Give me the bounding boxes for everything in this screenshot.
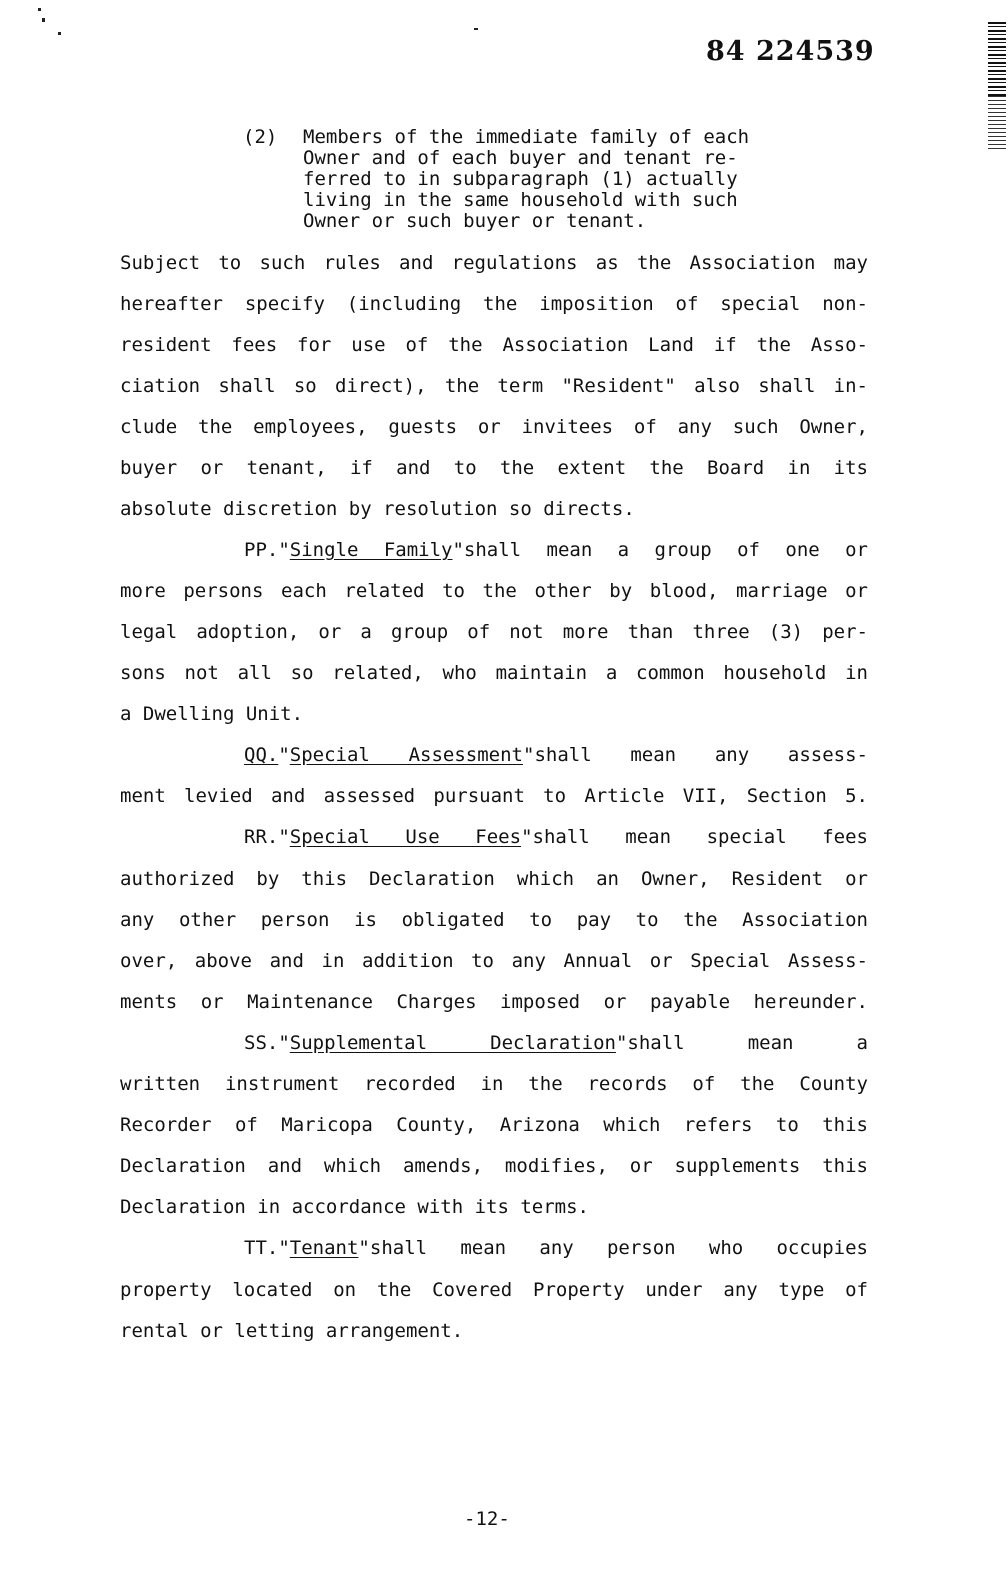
- definition-lead-text: shall mean any person who occupies: [369, 1237, 868, 1259]
- definition-line: Recorder of Maricopa County, Arizona which refers to this: [120, 1114, 868, 1136]
- definition-ss-lead: [244, 1032, 868, 1056]
- definition-line: any other person is obligated to pay to the Association: [120, 909, 868, 931]
- definition-line: written instrument recorded in the records of the County: [120, 1073, 868, 1095]
- scan-speck: [474, 28, 478, 30]
- scan-speck: [58, 32, 61, 35]
- definition-term: "Special Use Fees": [278, 826, 533, 848]
- resident-paragraph-line: absolute discretion by resolution so directs.: [120, 498, 635, 520]
- definition-term: "Supplemental Declaration": [278, 1032, 628, 1054]
- definition-line: property located on the Covered Property under any type of: [120, 1279, 868, 1301]
- definition-line: legal adoption, or a group of not more than three (3) per-: [120, 621, 868, 643]
- subparagraph-marker: (2): [243, 126, 278, 148]
- resident-paragraph-line: buyer or tenant, if and to the extent the Board in its: [120, 457, 868, 479]
- definition-term: "Single Family": [278, 539, 464, 561]
- resident-paragraph-line: hereafter specify (including the imposition of special non-: [120, 293, 868, 315]
- definition-line: Declaration in accordance with its terms.: [120, 1196, 589, 1218]
- definition-lead-text: shall mean any assess-: [534, 744, 868, 766]
- scan-speck: [38, 8, 41, 11]
- resident-paragraph-line: ciation shall so direct), the term "Resident" also shall in-: [120, 375, 868, 397]
- definition-lead-text: shall mean special fees: [532, 826, 868, 848]
- definition-line: rental or letting arrangement.: [120, 1320, 464, 1342]
- definition-line: a Dwelling Unit.: [120, 703, 304, 725]
- definition-line: Declaration and which amends, modifies, or supplements this: [120, 1155, 868, 1177]
- definition-term: "Special Assessment": [278, 744, 535, 766]
- subparagraph-line: Owner or such buyer or tenant.: [303, 210, 647, 232]
- definition-qq-lead: [244, 744, 868, 768]
- definition-tt-lead: [244, 1237, 868, 1261]
- subparagraph-line: ferred to in subparagraph (1) actually: [303, 168, 738, 190]
- definition-label: SS.: [244, 1032, 279, 1054]
- definition-term-text: Special Use Fees: [289, 826, 522, 848]
- definition-label: TT.: [244, 1237, 279, 1259]
- definition-line: more persons each related to the other by blood, marriage or: [120, 580, 868, 602]
- definition-line: sons not all so related, who maintain a common household in: [120, 662, 868, 684]
- definition-term-text: Tenant: [289, 1237, 359, 1259]
- definition-term: "Tenant": [278, 1237, 370, 1259]
- resident-paragraph-line: clude the employees, guests or invitees of any such Owner,: [120, 416, 868, 438]
- scan-speck: [42, 18, 45, 22]
- document-number: 84 224539: [706, 36, 875, 67]
- subparagraph-text: [303, 127, 803, 232]
- definition-line: ments or Maintenance Charges imposed or payable hereunder.: [120, 991, 868, 1013]
- resident-paragraph-line: Subject to such rules and regulations as the Association may: [120, 252, 868, 274]
- definition-term-text: Special Assessment: [289, 744, 523, 766]
- definition-term-text: Supplemental Declaration: [289, 1032, 616, 1054]
- subparagraph-line: living in the same household with such: [303, 189, 738, 211]
- definition-line: authorized by this Declaration which an Owner, Resident or: [120, 868, 868, 890]
- subparagraph-line: Members of the immediate family of each: [303, 126, 750, 148]
- definition-term-text: Single Family: [289, 539, 453, 561]
- definition-line: ment levied and assessed pursuant to Article VII, Section 5.: [120, 785, 868, 807]
- subparagraph-line: Owner and of each buyer and tenant re-: [303, 147, 738, 169]
- resident-paragraph-line: resident fees for use of the Association Land if the Asso-: [120, 334, 868, 356]
- page-number: -12-: [464, 1508, 510, 1530]
- barcode-strip-lower: [988, 96, 1006, 152]
- definition-pp-lead: [244, 539, 868, 563]
- definition-label: QQ.: [244, 744, 279, 766]
- definition-line: over, above and in addition to any Annual or Special Assess-: [120, 950, 868, 972]
- definition-lead-text: shall mean a group of one or: [463, 539, 868, 561]
- definition-label: PP.: [244, 539, 279, 561]
- definition-label: RR.: [244, 826, 279, 848]
- definition-lead-text: shall mean a: [627, 1032, 868, 1054]
- definition-rr-lead: [244, 826, 868, 850]
